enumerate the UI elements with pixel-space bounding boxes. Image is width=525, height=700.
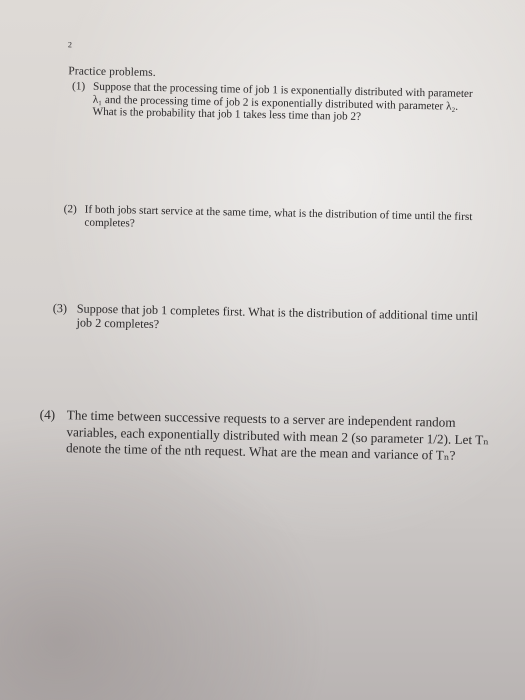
problem-text: The time between successive requests to a server are independent random variables, each exponentially distributed with mean 2 (so parameter 1/2). Let Tₙ denote the time of the nth request. What are the mean and variance of Tₙ? [65, 407, 490, 463]
problem-text: Suppose that job 1 completes first. What is the distribution of additional time until job 2 completes? [76, 301, 479, 332]
problem-4 [39, 407, 506, 465]
problem-number: (3) [52, 301, 68, 316]
page-number: 2 [67, 40, 72, 50]
problem-number: (1) [71, 80, 86, 93]
problem-2 [63, 203, 483, 236]
problem-number: (4) [39, 406, 56, 423]
problem-1 [71, 80, 484, 126]
problem-text: If both jobs start service at the same time, what is the distribution of time until the first completes? [84, 203, 473, 230]
problem-text: Suppose that the processing time of job 1 is exponentially distributed with parameter λ₁ and the processing time of job 2 is exponentially distributed with parameter λ₂. What is the probability that job 1 takes less time than job 2? [92, 80, 473, 124]
problem-number: (2) [63, 203, 77, 216]
problem-3 [52, 301, 492, 337]
page-heading: Practice problems. [68, 65, 156, 79]
